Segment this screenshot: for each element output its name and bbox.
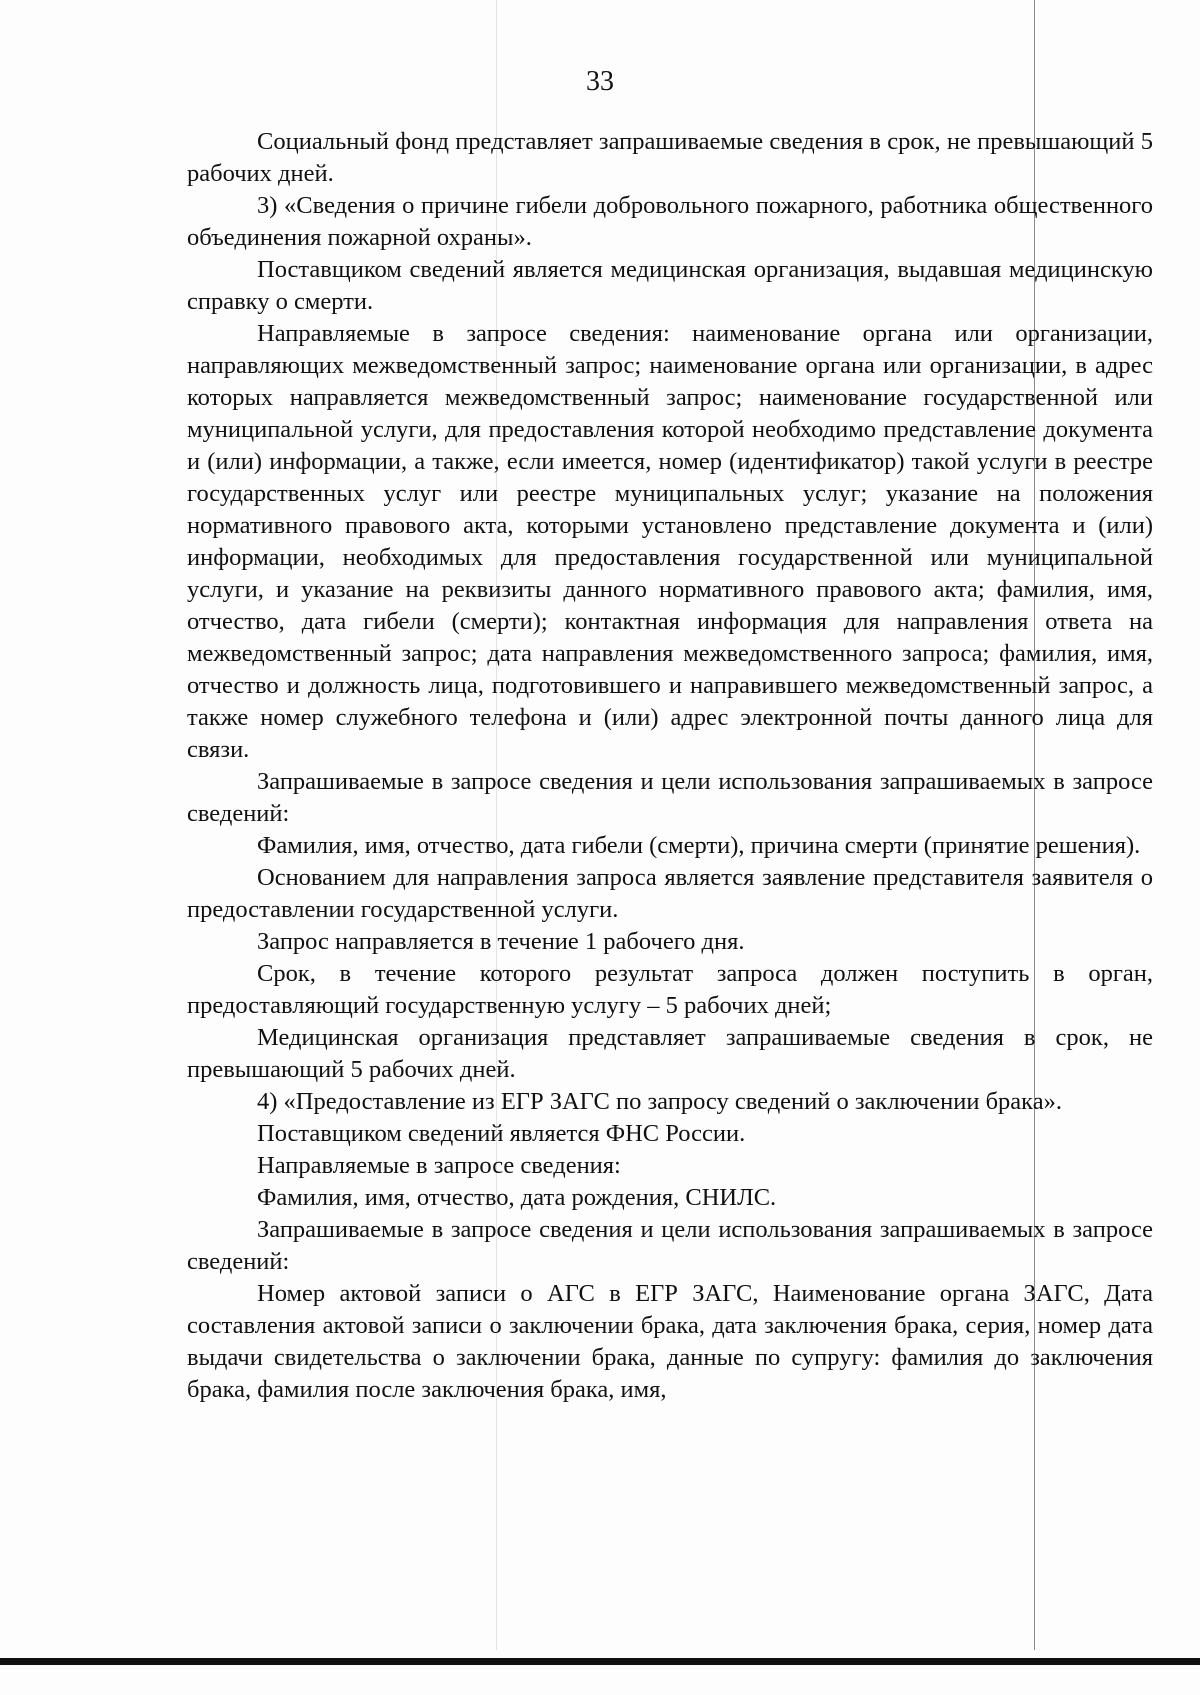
paragraph: Запрашиваемые в запросе сведения и цели использования запрашиваемых в запросе сведений: — [187, 1216, 1153, 1275]
paragraph: Основанием для направления запроса является заявление представителя заявителя о предоставлении государственной услуги. — [187, 864, 1153, 923]
paragraph: Поставщиком сведений является ФНС России. — [257, 1120, 746, 1147]
page-number: 33 — [586, 66, 614, 97]
paragraph: Поставщиком сведений является медицинская организация, выдавшая медицинскую справку о смерти. — [187, 256, 1153, 315]
paragraph: Запрос направляется в течение 1 рабочего дня. — [257, 928, 745, 955]
paragraph: 3) «Сведения о причине гибели добровольного пожарного, работника общественного объединения пожарной охраны». — [187, 192, 1153, 251]
document-body — [187, 126, 1153, 1406]
paragraph: Социальный фонд представляет запрашиваемые сведения в срок, не превышающий 5 рабочих дней. — [187, 128, 1153, 187]
scan-bottom-edge — [0, 1658, 1200, 1665]
paragraph: Фамилия, имя, отчество, дата гибели (смерти), причина смерти (принятие решения). — [257, 832, 1141, 859]
paragraph: Направляемые в запросе сведения: наименование органа или организации, направляющих межведомственный запрос; наименование органа или организации, в адрес которых направляется межведомственный запрос; наименование государственной или муниципальной услуги, для предоставления которой необходимо представление документа и (или) информации, а также, если имеется, номер (идентификатор) такой услуги в реестре государственных услуг или реестре муниципальных услуг; указание на положения нормативного правового акта, которыми установлено представление документа и (или) информации, необходимых для предоставления государственной или муниципальной услуги, и указание на реквизиты данного нормативного правового акта; фамилия, имя, отчество, дата гибели (смерти); контактная информация для направления ответа на межведомственный запрос; дата направления межведомственного запроса; фамилия, имя, отчество и должность лица, подготовившего и направившего межведомственный запрос, а также номер служебного телефона и (или) адрес электронной почты данного лица для связи. — [187, 320, 1153, 763]
paragraph: Номер актовой записи о АГС в ЕГР ЗАГС, Наименование органа ЗАГС, Дата составления актовой записи о заключении брака, дата заключения брака, серия, номер дата выдачи свидетельства о заключении брака, данные по супругу: фамилия до заключения брака, фамилия после заключения брака, имя, — [187, 1280, 1153, 1403]
paragraph: Направляемые в запросе сведения: — [257, 1152, 621, 1179]
paragraph: Срок, в течение которого результат запроса должен поступить в орган, предоставляющий государственную услугу – 5 рабочих дней; — [187, 960, 1153, 1019]
paragraph: 4) «Предоставление из ЕГР ЗАГС по запросу сведений о заключении брака». — [257, 1088, 1062, 1115]
paragraph: Фамилия, имя, отчество, дата рождения, СНИЛС. — [257, 1184, 777, 1211]
paragraph: Медицинская организация представляет запрашиваемые сведения в срок, не превышающий 5 рабочих дней. — [187, 1024, 1153, 1083]
paragraph: Запрашиваемые в запросе сведения и цели использования запрашиваемых в запросе сведений: — [187, 768, 1153, 827]
